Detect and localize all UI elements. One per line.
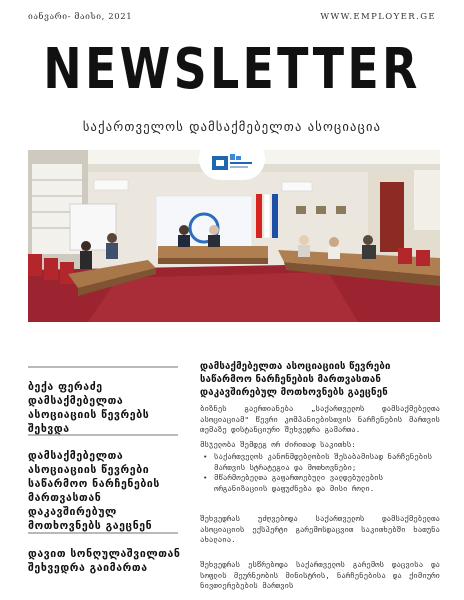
website-link[interactable]: WWW.EMPLOYER.GE — [320, 12, 436, 22]
article-paragraph-3: შეხვედრას ესწრებოდა საქართველოს გარემოს დაცვისა და სოფლის მეურნეობის მინისტრის, ნარჩენებისა და ქიმიური ნივთიერებების მართვის — [200, 560, 440, 590]
top-bar — [28, 12, 436, 26]
sidebar-headline-2[interactable]: დამსაქმებელთა ასოციაციის წევრები საწარმოო ნარჩენების მართვასთან დაკავშირებულ მოთხოვნებს გაეცნენ — [28, 450, 160, 532]
article-topics-lead: მსჯელობა შემდეგ ორ ძირითად საკითხს: — [200, 440, 356, 449]
sidebar-headline-3[interactable]: დავით სონღულაშვილთან შეხვედრა გაიმართა — [28, 548, 181, 574]
article-bullet-list — [200, 452, 440, 494]
sidebar-divider-1 — [28, 366, 178, 368]
article-paragraph-2: შეხვედრას უძღვებოდა საქართველოს დამსაქმებელთა ასოციაციის ექსპერტი გარემოსდაცვით საკითხებში ხათუნა ახალაია. — [200, 514, 440, 544]
bullet-text: საქართველოს კანონმდებლობის შესაბამისად ნარჩენების მართვის სტრატეგია და მოთხოვნები; — [214, 452, 433, 472]
organization-subtitle: საქართველოს დამსაქმებელთა ასოციაცია — [82, 119, 382, 134]
list-item: • მწარმოებელთა გაფართოებული ვალდებულების ორგანიზაციის დაფუძნება და მისი როლი. — [203, 473, 384, 493]
list-item: • საქართველოს კანონმდებლობის შესაბამისად ნარჩენების მართვის სტრატეგია და მოთხოვნები; — [203, 452, 433, 472]
employers-association-logo-icon — [210, 152, 256, 174]
issue-date: იანვარი- მაისი, 2021 — [28, 12, 133, 22]
newsletter-title: NEWSLETTER — [43, 37, 421, 102]
sidebar-headline-1[interactable]: ბექა ფერაძე დამსაქმებელთა ასოციაციის წევრებს შეხვდა — [28, 381, 150, 435]
article-title: დამსაქმებელთა ასოციაციის წევრები საწარმოო ნარჩენების მართვასთან დაკავშირებულ მოთხოვნებს გაეცნენ — [200, 361, 391, 398]
bullet-text: მწარმოებელთა გაფართოებული ვალდებულების ორგანიზაციის დაფუძნება და მისი როლი. — [214, 473, 384, 493]
article-intro: ბიზნეს გაერთიანება „საქართველოს დამსაქმებელთა ასოციაციამ" წევრი კომპანიებისთვის ნარჩენების მართვის თემაზე დისტანციური შეხვედრა გამართა. — [200, 404, 440, 434]
